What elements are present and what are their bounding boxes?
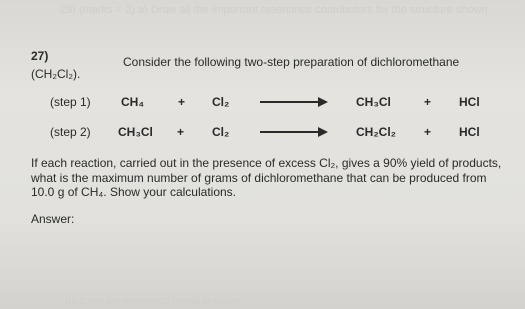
- step-1-product-1: CH₃Cl: [356, 95, 391, 109]
- ghost-text-top: 29) (marks = 2) a) Draw all the important resonance contributors for the structure shown: [60, 4, 488, 16]
- step-1-product-2: HCl: [459, 95, 480, 109]
- step-1-plus-1: +: [178, 95, 186, 109]
- ghost-text-bottom: (b) Draw the resonance hybrid structure: [65, 296, 242, 307]
- answer-label: Answer:: [31, 212, 75, 226]
- step-2-label: (step 2): [50, 125, 91, 139]
- step-2-product-2: HCl: [459, 125, 480, 139]
- step-2-arrow: [260, 126, 330, 138]
- step-1-plus-2: +: [424, 95, 432, 109]
- step-1-reactant-2: Cl₂: [212, 95, 230, 109]
- step-2-plus-1: +: [177, 125, 185, 139]
- step-2-reactant-1: CH₃Cl: [118, 125, 153, 139]
- step-2-reactant-2: Cl₂: [212, 125, 230, 139]
- step-1-label: (step 1): [50, 95, 91, 109]
- step-1-arrow: [260, 96, 330, 108]
- step-2-plus-2: +: [424, 125, 432, 139]
- step-2-product-1: CH₂Cl₂: [356, 125, 396, 139]
- question-number: 27): [31, 49, 49, 63]
- question-body: If each reaction, carried out in the presence of excess Cl₂, gives a 90% yield of products, what is the maximum number of grams of dichloromethane that can be produced from 10.0 g of CH₄. Show your calculations.: [31, 156, 502, 199]
- question-lead: Consider the following two-step preparation of dichloromethane: [123, 55, 460, 69]
- question-compound: (CH₂Cl₂).: [31, 67, 81, 81]
- step-1-reactant-1: CH₄: [121, 95, 145, 109]
